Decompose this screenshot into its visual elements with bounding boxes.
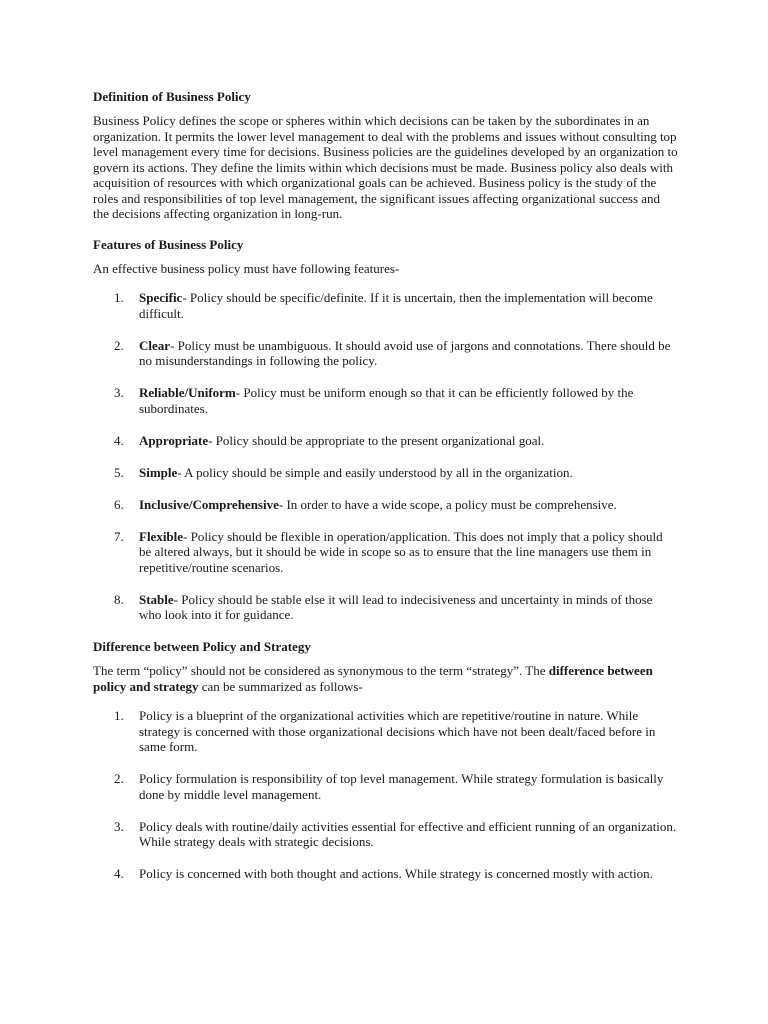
section-features [93, 237, 708, 623]
list-item [93, 819, 677, 850]
definition-paragraph: Business Policy defines the scope or spheres within which decisions can be taken by the subordinates in an organization. It permits the lower level management to deal with the problems and issues without consulting top level management every time for decisions. Business policies are the guidelines developed by an organization to govern its actions. They define the limits within which decisions must be made. Business policy also deals with acquisition of resources with which organizational goals can be achieved. Business policy is the study of the roles and responsibilities of top level management, the significant issues affecting organizational success and the decisions affecting organization in long-run. [93, 113, 678, 221]
features-intro: An effective business policy must have following features- [93, 260, 400, 276]
feature-text: - Policy should be flexible in operation/application. This does not imply that a policy should be altered always, but it should be wide in scope so as to ensure that the line managers use them in repetitive/routine scenarios. [139, 528, 663, 575]
feature-text: - Policy must be unambiguous. It should avoid use of jargons and connotations. There should be no misunderstandings in following the policy. [139, 337, 671, 368]
list-number: 1. [114, 708, 124, 723]
feature-term: Stable [139, 591, 174, 607]
list-item [93, 465, 677, 481]
feature-term: Clear [139, 337, 171, 353]
intro-bold-text: difference between policy and strategy [93, 663, 653, 694]
list-number: 8. [114, 591, 124, 607]
intro-text: The term “policy” should not be considered as synonymous to the term “strategy”. The [93, 663, 549, 678]
section-definition [93, 89, 708, 222]
feature-term: Flexible [139, 528, 184, 544]
feature-text: - In order to have a wide scope, a policy must be comprehensive. [278, 496, 617, 512]
difference-intro [93, 663, 678, 694]
feature-term: Simple [139, 464, 178, 480]
list-number: 3. [114, 385, 124, 400]
list-number: 1. [114, 290, 124, 305]
difference-list [93, 708, 708, 882]
feature-text: - Policy should be stable else it will lead to indecisiveness and uncertainty in minds of those who look into it for guidance. [139, 591, 653, 622]
list-item [93, 592, 677, 623]
list-item [93, 771, 677, 802]
difference-text: Policy formulation is responsibility of top level management. While strategy formulation is basically done by middle level management. [139, 771, 664, 802]
feature-text: - Policy must be uniform enough so that it can be efficiently followed by the subordinates. [139, 385, 634, 416]
list-item [93, 866, 677, 882]
feature-term: Reliable/Uniform [139, 385, 236, 400]
list-item [93, 385, 677, 416]
list-number: 4. [114, 866, 124, 881]
section-difference [93, 639, 708, 882]
list-item [93, 433, 677, 449]
difference-text: Policy is a blueprint of the organizational activities which are repetitive/routine in nature. While strategy is concerned with those organizational decisions which have not been dealt/faced before in same form. [139, 708, 656, 754]
feature-text: - A policy should be simple and easily understood by all in the organization. [177, 464, 573, 480]
list-item [93, 338, 677, 369]
feature-text: - Policy should be specific/definite. If it is uncertain, then the implementation will become difficult. [139, 290, 653, 321]
section-heading: Difference between Policy and Strategy [93, 639, 311, 654]
feature-term: Inclusive/Comprehensive [139, 496, 279, 512]
list-number: 7. [114, 528, 124, 544]
list-number: 5. [114, 464, 124, 480]
list-number: 6. [114, 496, 124, 512]
list-number: 2. [114, 337, 124, 353]
features-list [93, 290, 708, 623]
list-item [93, 290, 677, 321]
difference-text: Policy is concerned with both thought and actions. While strategy is concerned mostly with action. [139, 866, 653, 881]
feature-text: - Policy should be appropriate to the present organizational goal. [208, 432, 545, 448]
feature-term: Appropriate [139, 432, 209, 448]
section-heading: Definition of Business Policy [93, 89, 251, 104]
section-heading: Features of Business Policy [93, 236, 244, 252]
intro-text: can be summarized as follows- [198, 678, 363, 694]
list-item [93, 497, 677, 513]
list-number: 2. [114, 771, 124, 786]
list-number: 4. [114, 432, 124, 448]
difference-text: Policy deals with routine/daily activities essential for effective and efficient running of an organization. While strategy deals with strategic decisions. [139, 818, 677, 849]
feature-term: Specific [139, 290, 183, 305]
list-item [93, 529, 677, 576]
list-number: 3. [114, 818, 124, 834]
list-item [93, 708, 677, 755]
